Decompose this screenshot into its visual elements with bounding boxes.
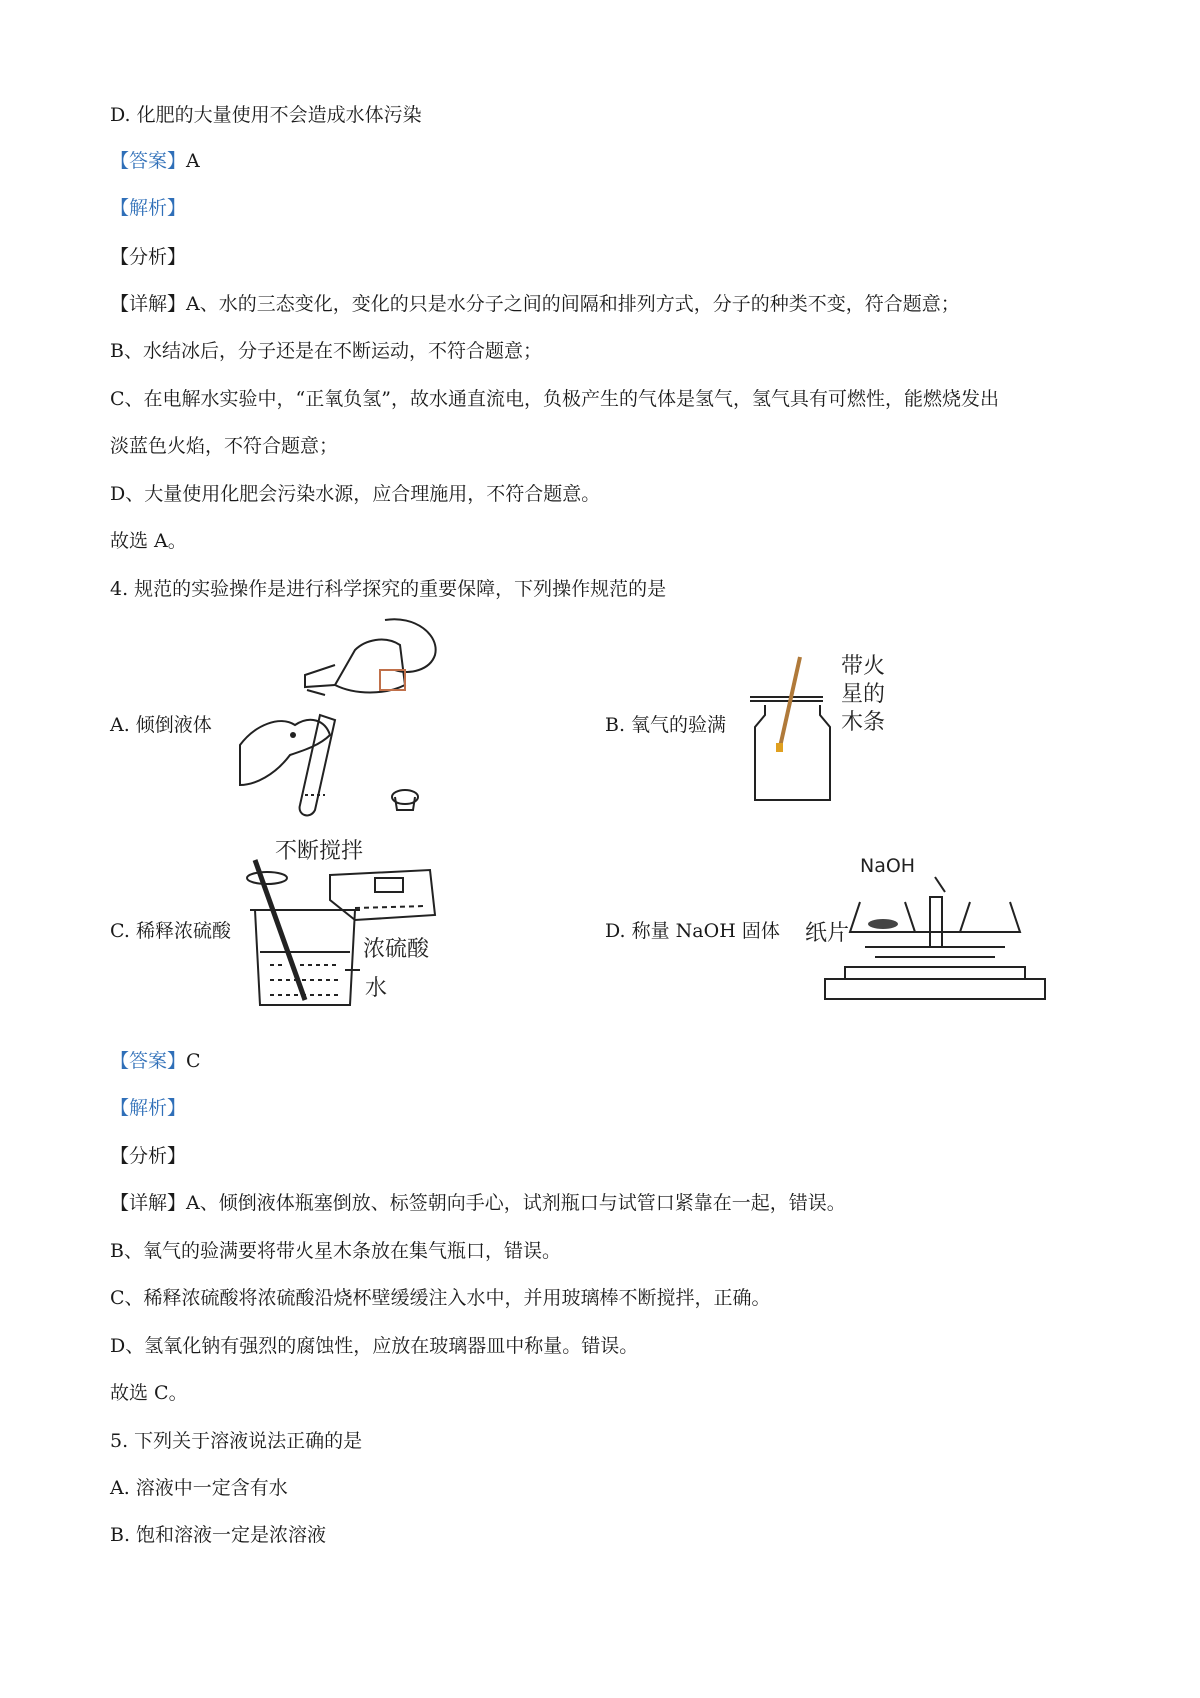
prev-detail-c1: C、在电解水实验中，“正氧负氢”，故水通直流电，负极产生的气体是氢气，氢气具有可燃性，能燃烧发出 xyxy=(110,388,999,410)
fig-b-label-1: 带火 xyxy=(841,654,886,679)
figure-dilute-acid xyxy=(245,840,475,1010)
q4-conclusion: 故选 C。 xyxy=(110,1382,188,1404)
fig-c-label-acid: 浓硫酸 xyxy=(363,937,430,962)
fig-c-label-water: 水 xyxy=(365,976,388,1001)
q4-detail-a xyxy=(110,1190,846,1216)
fig-d-label-naoh: NaOH xyxy=(860,855,916,877)
answer-value: A xyxy=(186,150,200,172)
prev-fenxi-tag: 【分析】 xyxy=(110,246,187,268)
prev-detail-d: D、大量使用化肥会污染水源，应合理施用，不符合题意。 xyxy=(110,483,601,505)
q4-answer xyxy=(110,1048,201,1074)
prev-detail-b: B、水结冰后，分子还是在不断运动，不符合题意； xyxy=(110,340,542,362)
q5-stem: 5. 下列关于溶液说法正确的是 xyxy=(110,1430,363,1452)
fig-c-label-stir: 不断搅拌 xyxy=(275,839,364,864)
q4-detail-d: D、氢氧化钠有强烈的腐蚀性，应放在玻璃器皿中称量。错误。 xyxy=(110,1335,639,1357)
q4-option-d: D. 称量 NaOH 固体 xyxy=(605,920,780,942)
figure-weigh-naoh xyxy=(805,852,1040,1007)
q4-stem: 4. 规范的实验操作是进行科学探究的重要保障，下列操作规范的是 xyxy=(110,578,667,600)
fig-b-label-3: 木条 xyxy=(841,710,886,735)
figure-pouring-liquid xyxy=(235,615,455,825)
answer-tag: 【答案】 xyxy=(110,150,187,172)
q4-option-c: C. 稀释浓硫酸 xyxy=(110,920,231,942)
q4-detail-b: B、氧气的验满要将带火星木条放在集气瓶口，错误。 xyxy=(110,1240,561,1262)
detail-tag: 【详解】 xyxy=(110,293,187,315)
fig-d-label-paper: 纸片 xyxy=(805,921,850,946)
prev-analysis-tag: 【解析】 xyxy=(110,197,187,219)
prev-detail-a xyxy=(110,291,960,317)
detail-a-text: A、水的三态变化，变化的只是水分子之间的间隔和排列方式，分子的种类不变，符合题意； xyxy=(186,293,960,315)
q4-detail-a-text: A、倾倒液体瓶塞倒放、标签朝向手心，试剂瓶口与试管口紧靠在一起，错误。 xyxy=(186,1192,846,1214)
q4-option-a: A. 倾倒液体 xyxy=(110,714,212,736)
prev-option-d: D. 化肥的大量使用不会造成水体污染 xyxy=(110,104,422,126)
q4-answer-tag: 【答案】 xyxy=(110,1050,187,1072)
q4-fenxi-tag: 【分析】 xyxy=(110,1145,187,1167)
q4-answer-value: C xyxy=(186,1050,201,1072)
fig-b-label-2: 星的 xyxy=(841,682,886,707)
figure-oxygen-test xyxy=(745,655,905,805)
q4-detail-c: C、稀释浓硫酸将浓硫酸沿烧杯壁缓缓注入水中，并用玻璃棒不断搅拌，正确。 xyxy=(110,1287,771,1309)
q4-analysis-tag: 【解析】 xyxy=(110,1097,187,1119)
prev-answer xyxy=(110,148,200,174)
q5-option-b: B. 饱和溶液一定是浓溶液 xyxy=(110,1524,327,1546)
prev-detail-c2: 淡蓝色火焰，不符合题意； xyxy=(110,435,339,457)
q5-option-a: A. 溶液中一定含有水 xyxy=(110,1477,288,1499)
prev-conclusion: 故选 A。 xyxy=(110,530,187,552)
q4-detail-tag: 【详解】 xyxy=(110,1192,187,1214)
q4-option-b: B. 氧气的验满 xyxy=(605,714,727,736)
